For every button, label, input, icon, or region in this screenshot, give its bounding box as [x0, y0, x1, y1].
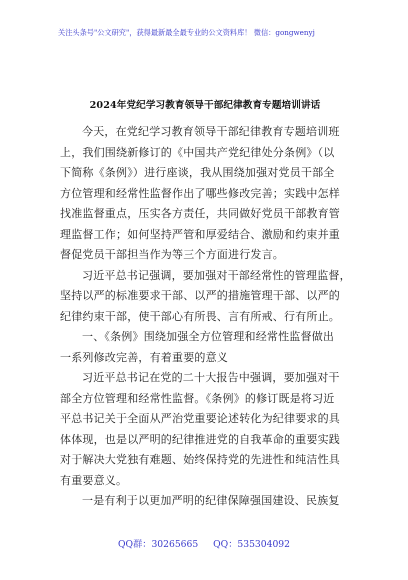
- paragraph-line: 今天，在党纪学习教育领导干部纪律教育专题培训班: [82, 125, 340, 138]
- paragraph-line: 下简称《条例》）进行座谈，我从围绕加强对党员干部全: [60, 166, 335, 179]
- paragraph-line: 理监督工作；如何坚持严管和厚爱结合、激励和约束并重: [60, 227, 340, 241]
- paragraph-line: 平总书记关于全面从严治党重要论述转化为纪律要求的具: [60, 412, 340, 425]
- paragraph-line: 一、《条例》围绕加强全方位管理和经常性监督做出: [82, 330, 335, 343]
- paragraph-line: 习近平总书记在党的二十大报告中强调，要加强对干: [82, 371, 340, 384]
- paragraph-line: 找准监督重点，压实各方责任，共同做好党员干部教育管: [60, 207, 340, 220]
- paragraph-line: 督促党员干部担当作为等三个方面进行发言。: [60, 248, 284, 261]
- paragraph-line: 体体现，也是以严明的纪律推进党的自我革命的重要实践: [60, 432, 340, 446]
- footer-contact: [0, 536, 408, 550]
- footer-qq-group: QQ群：30265665: [118, 539, 199, 550]
- paragraph-line: 有重要意义。: [60, 473, 128, 487]
- paragraph-line: 习近平总书记强调，要加强对干部经常性的管理监督，: [82, 268, 351, 282]
- footer-qq: QQ：535304092: [213, 539, 290, 550]
- header-note: 关注头条号"公文研究"，获得最新最全最专业的公文资料库！ 微信：gongwenyj: [58, 28, 315, 37]
- paragraph-line: 部全方位管理和经常性监督。《条例》的修订既是将习近: [60, 391, 335, 405]
- paragraph-line: 纪律约束干部，使干部心有所畏、言有所戒、行有所止。: [60, 309, 340, 323]
- paragraph-line: 上，我们围绕新修订的《中国共产党纪律处分条例》（以: [60, 145, 335, 159]
- document-title: 2024年党纪学习教育领导干部纪律教育专题培训讲话: [89, 100, 321, 111]
- paragraph-line: 一系列修改完善，有着重要的意义: [60, 350, 228, 364]
- paragraph-line: 对于解决大党独有难题、始终保持党的先进性和纯洁性具: [60, 453, 340, 466]
- paragraph-line: 方位管理和经常性监督作出了哪些修改完善；实践中怎样: [60, 186, 340, 200]
- body-text: [60, 122, 351, 512]
- paragraph-line: 坚持以严的标准要求干部、以严的措施管理干部、以严的: [60, 289, 340, 302]
- paragraph-line: 一是有利于以更加严明的纪律保障强国建设、民族复: [82, 494, 340, 507]
